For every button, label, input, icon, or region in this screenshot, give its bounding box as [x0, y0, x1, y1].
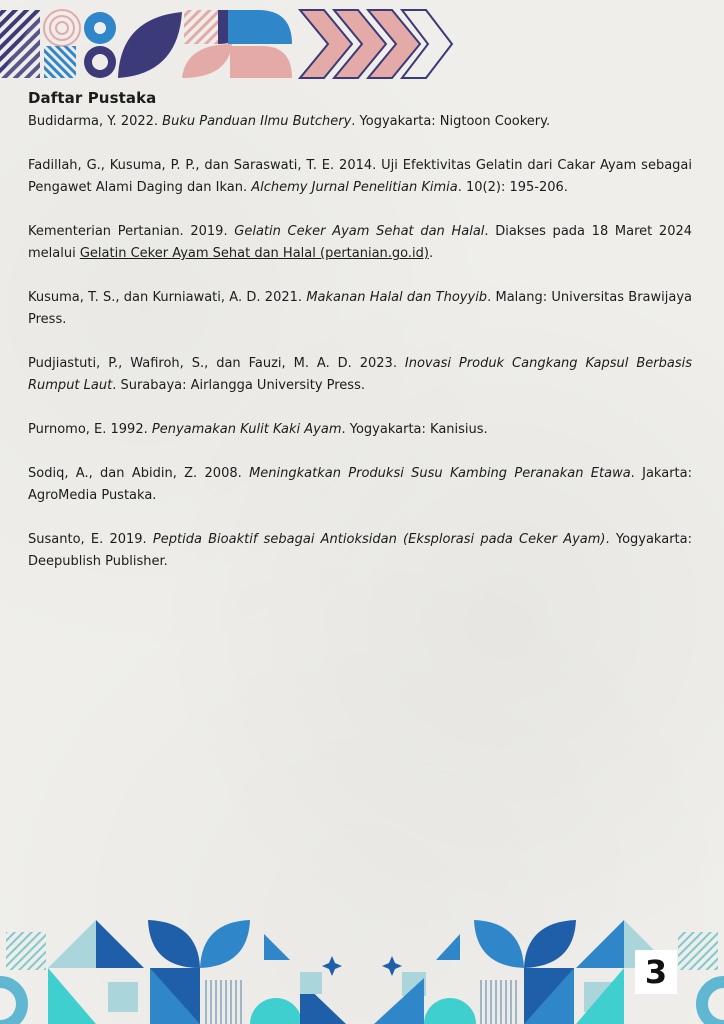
page-number: 3: [635, 950, 677, 994]
reference-link[interactable]: Gelatin Ceker Ayam Sehat dan Halal (pertanian.go.id): [79, 246, 429, 261]
reference-title: Peptida Bioaktif sebagai Antioksidan (Eksplorasi pada Ceker Ayam): [152, 532, 606, 547]
reference-publisher: . 10(2): 195-206.: [457, 180, 568, 195]
reference-entry: [28, 463, 692, 507]
reference-title: Makanan Halal dan Thoyyib: [306, 290, 488, 305]
reference-entry: [28, 353, 692, 397]
reference-publisher: . Yogyakarta: Nigtoon Cookery.: [351, 114, 551, 129]
reference-publisher: . Yogyakarta: Kanisius.: [341, 422, 488, 437]
reference-authors-year: Kusuma, T. S., dan Kurniawati, A. D. 2021.: [28, 290, 307, 305]
reference-authors-year: Purnomo, E. 1992.: [28, 422, 152, 437]
reference-publisher: . Malang: Universitas Brawijaya Press.: [28, 290, 693, 327]
reference-title: Gelatin Ceker Ayam Sehat dan Halal: [234, 224, 485, 239]
header-decoration: [0, 0, 460, 80]
reference-authors-year: Sodiq, A., dan Abidin, Z. 2008.: [28, 466, 250, 481]
reference-title: Meningkatkan Produksi Susu Kambing Peranakan Etawa: [249, 466, 631, 481]
reference-entry: [28, 419, 692, 441]
bibliography: [28, 89, 692, 595]
reference-title: Inovasi Produk Cangkang Kapsul Berbasis Rumput Laut: [28, 356, 692, 393]
reference-authors-year: Kementerian Pertanian. 2019.: [28, 224, 235, 239]
reference-entry: [28, 287, 692, 331]
reference-publisher: . Diakses pada 18 Maret 2024 melalui: [28, 224, 693, 261]
page-title: Daftar Pustaka: [28, 89, 157, 107]
reference-end: .: [428, 246, 434, 261]
reference-publisher: . Yogyakarta: Deepublish Publisher.: [28, 532, 692, 569]
reference-entry: [28, 221, 692, 265]
reference-authors-year: Fadillah, G., Kusuma, P. P., dan Saraswati, T. E. 2014. Uji Efektivitas Gelatin dari Cakar Ayam sebagai Pengawet Alami Daging dan Ikan.: [28, 158, 692, 195]
reference-title: Alchemy Jurnal Penelitian Kimia: [251, 180, 458, 195]
reference-entry: [28, 155, 692, 199]
reference-title: Penyamakan Kulit Kaki Ayam: [151, 422, 342, 437]
reference-authors-year: Pudjiastuti, P., Wafiroh, S., dan Fauzi, M. A. D. 2023.: [28, 356, 405, 371]
reference-publisher: . Surabaya: Airlangga University Press.: [112, 378, 365, 393]
reference-authors-year: Budidarma, Y. 2022.: [28, 114, 163, 129]
reference-entry: [28, 529, 692, 573]
reference-entry: [28, 111, 692, 133]
reference-list: [28, 111, 692, 573]
footer-decoration: [0, 920, 724, 1024]
reference-title: Buku Panduan Ilmu Butchery: [162, 114, 352, 129]
reference-publisher: . Jakarta: AgroMedia Pustaka.: [28, 466, 692, 503]
reference-authors-year: Susanto, E. 2019.: [28, 532, 153, 547]
